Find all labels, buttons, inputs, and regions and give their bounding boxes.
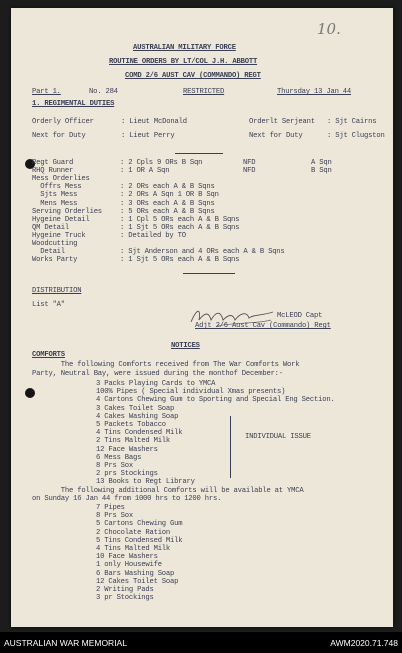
issued-item: 100% Pipes ( Special individual Xmas presents) bbox=[96, 388, 286, 397]
divider-short bbox=[175, 153, 223, 154]
comforts-intro-line-2: Party, Neutral Bay, were issued during the monthof December:- bbox=[32, 370, 283, 378]
detail-label: Mens Mess bbox=[32, 199, 78, 208]
distribution-title: DISTRIBUTION bbox=[32, 287, 82, 295]
duty-label: Orderly Officer bbox=[32, 118, 94, 126]
issued-item: 4 Cartons Chewing Gum to Sporting and Special Eng Section. bbox=[96, 396, 335, 405]
header-unit: COMD 2/6 AUST CAV (COMMANDO) REGT bbox=[125, 72, 261, 80]
punch-hole-bottom bbox=[25, 388, 35, 398]
issued-item: 12 Face Washers bbox=[96, 445, 158, 454]
header-number: No. 284 bbox=[89, 88, 118, 96]
available-intro-line-1: The following additional Comforts will be available at YMCA bbox=[32, 487, 304, 495]
pencil-page-number: 10. bbox=[317, 20, 341, 38]
available-item: 4 Tins Malted Milk bbox=[96, 545, 171, 553]
available-item: 12 Cakes Toilet Soap bbox=[96, 577, 179, 586]
duty-label-2: Orderlt Serjeant bbox=[249, 118, 315, 126]
distribution-list: List "A" bbox=[32, 301, 65, 309]
available-item: 2 Writing Pads bbox=[96, 586, 154, 594]
detail-roster: B Sqn bbox=[311, 167, 332, 176]
detail-value: : 2 ORs each A & B Sqns bbox=[120, 183, 215, 192]
detail-label: Hygeine Detail bbox=[32, 215, 90, 224]
duty-value: : Lieut Perry bbox=[121, 132, 175, 140]
detail-value: : 2 ORs A Sqn 1 OR B Sqn bbox=[120, 191, 219, 200]
duty-label: Next for Duty bbox=[32, 132, 86, 140]
detail-status: NFD bbox=[243, 159, 256, 167]
header-part: Part 1. bbox=[32, 88, 61, 96]
detail-label: Works Party bbox=[32, 256, 78, 265]
detail-value: : 1 Cpl 5 ORs each A & B Sqns bbox=[120, 215, 240, 224]
document-page bbox=[11, 8, 393, 627]
detail-value: : 2 Cpls 9 ORs B Sqn bbox=[120, 159, 203, 167]
detail-label: Regt Guard bbox=[32, 159, 74, 167]
issued-item: 8 Prs Sox bbox=[96, 462, 134, 470]
issued-item: 2 Tins Malted Milk bbox=[96, 437, 171, 446]
header-classification: RESTRICTED bbox=[183, 88, 225, 96]
detail-label: Woodcutting bbox=[32, 240, 78, 248]
individual-issue-brace bbox=[230, 416, 231, 478]
available-item: 7 Pipes bbox=[96, 504, 125, 512]
duty-value-2: : Sjt Cairns bbox=[327, 118, 377, 126]
detail-label: Mess Orderlies bbox=[32, 175, 90, 184]
detail-label: Serving Orderlies bbox=[32, 207, 102, 216]
available-item: 8 Prs Sox bbox=[96, 512, 134, 521]
detail-label: RHQ Runner bbox=[32, 167, 74, 176]
detail-value: : Detailed by TO bbox=[120, 231, 186, 240]
available-intro-line-2: on Sunday 16 Jan 44 from 1000 hrs to 1200 hrs. bbox=[32, 495, 222, 503]
detail-label: Hygeine Truck bbox=[32, 231, 86, 240]
footer-accession-number: AWM2020.71.748 bbox=[330, 638, 398, 648]
available-item: 3 pr Stockings bbox=[96, 594, 154, 603]
divider-short-2 bbox=[183, 273, 235, 274]
duty-value-2: : Sjt Clugston bbox=[327, 132, 385, 140]
available-item: 2 Chocolate Ration bbox=[96, 528, 171, 537]
detail-value: : 3 ORs each A & B Sqns bbox=[120, 199, 215, 208]
detail-value: : 5 ORs each A & B Sqns bbox=[120, 207, 215, 216]
signature-role: Adjt 2/6 Aust Cav (Commando) Regt bbox=[195, 322, 331, 330]
available-item: 5 Tins Condensed Milk bbox=[96, 536, 183, 545]
issued-item: 4 Tins Condensed Milk bbox=[96, 429, 183, 438]
duty-value: : Lieut McDonald bbox=[121, 118, 187, 126]
available-item: 1 only Housewife bbox=[96, 561, 162, 570]
detail-roster: A Sqn bbox=[311, 159, 332, 167]
detail-label: Offrs Mess bbox=[32, 183, 82, 192]
signature-name: McLEOD Capt bbox=[277, 312, 323, 320]
detail-label: QM Detail bbox=[32, 223, 70, 232]
individual-issue-label: INDIVIDUAL ISSUE bbox=[245, 433, 311, 441]
detail-label: Detail bbox=[32, 248, 65, 257]
issued-item: 3 Cakes Toilet Soap bbox=[96, 404, 175, 413]
section-regimental-duties: 1. REGIMENTAL DUTIES bbox=[32, 100, 115, 108]
detail-value: : 1 Sjt 5 ORs each A & B Sqns bbox=[120, 256, 240, 265]
detail-status: NFD bbox=[243, 167, 256, 176]
detail-value: : Sjt Anderson and 4 ORs each A & B Sqns bbox=[120, 248, 285, 257]
notices-title: NOTICES bbox=[171, 342, 200, 350]
header-org: AUSTRALIAN MILITARY FORCE bbox=[133, 44, 236, 52]
available-item: 10 Face Washers bbox=[96, 553, 158, 562]
issued-item: 5 Packets Tobacco bbox=[96, 421, 166, 429]
footer-bar bbox=[0, 632, 402, 653]
detail-label: Sjts Mess bbox=[32, 191, 78, 200]
detail-value: : 1 Sjt 5 ORs each A & B Sqns bbox=[120, 223, 240, 232]
header-orders-by: ROUTINE ORDERS BY LT/COL J.H. ABBOTT bbox=[109, 58, 258, 66]
footer-institution: AUSTRALIAN WAR MEMORIAL bbox=[4, 638, 127, 648]
duty-label-2: Next for Duty bbox=[249, 132, 303, 140]
issued-item: 6 Mess Bags bbox=[96, 453, 142, 462]
available-item: 5 Cartons Chewing Gum bbox=[96, 520, 183, 529]
detail-value: : 1 OR A Sqn bbox=[120, 167, 170, 176]
available-item: 6 Bars Washing Soap bbox=[96, 569, 175, 578]
issued-item: 4 Cakes Washing Soap bbox=[96, 412, 179, 421]
comforts-intro-line-1: The following Comforts received from The War Comforts Work bbox=[32, 361, 300, 369]
issued-item: 13 Books to Regt Library bbox=[96, 478, 195, 487]
issued-item: 2 prs Stockings bbox=[96, 470, 158, 479]
issued-item: 3 Packs Playing Cards to YMCA bbox=[96, 380, 216, 388]
comforts-title: COMFORTS bbox=[32, 351, 65, 359]
header-date: Thursday 13 Jan 44 bbox=[277, 88, 352, 96]
